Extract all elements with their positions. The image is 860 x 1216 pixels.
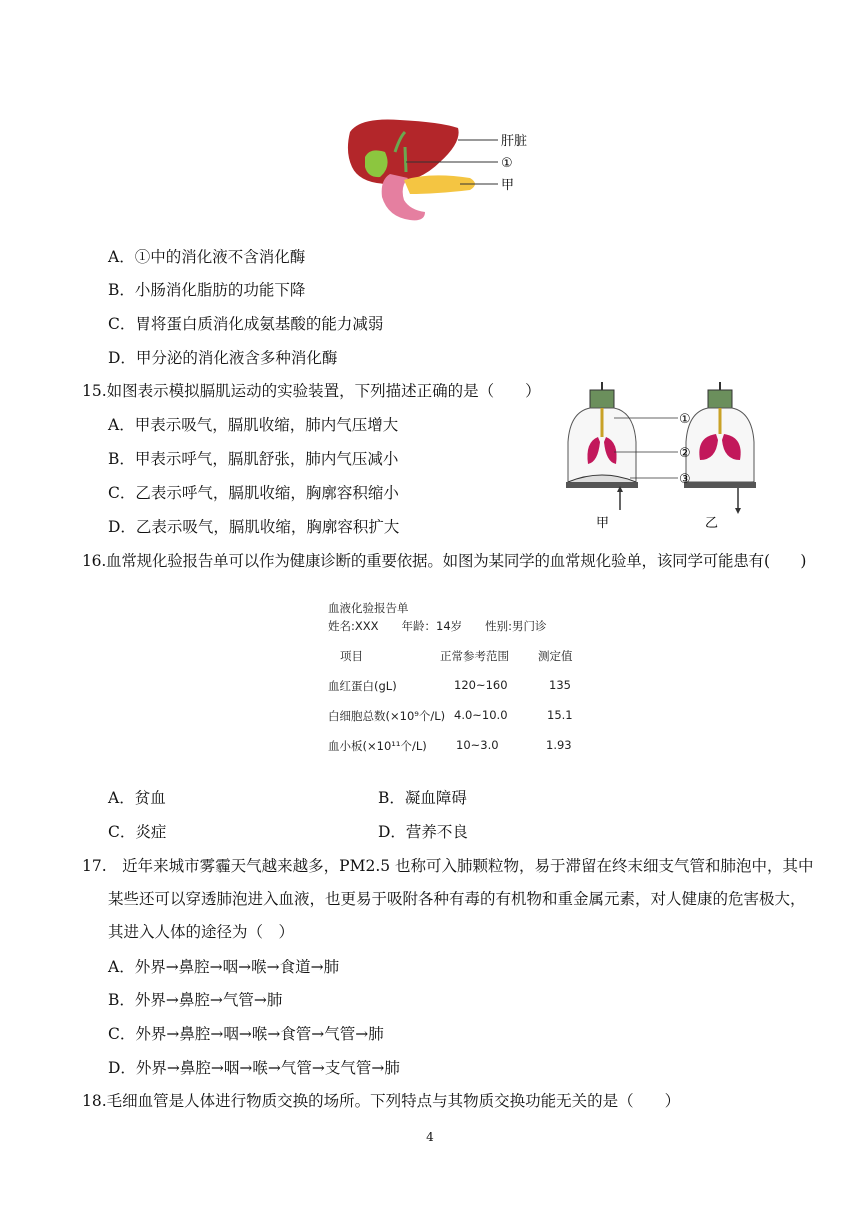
report-info: 姓名:XXX 年龄：14岁 性别:男门诊 [328, 619, 547, 633]
q15-option-c: C．乙表示呼气，膈肌收缩，胸廓容积缩小 [108, 484, 399, 502]
report-header-value: 测定值 [538, 649, 573, 663]
label-one: ① [679, 412, 691, 427]
q17-stem-line-3: 其进入人体的途径为（ ） [108, 923, 295, 941]
report-header-item: 项目 [340, 649, 363, 663]
q14-option-d: D．甲分泌的消化液含多种消化酶 [108, 349, 338, 367]
q17-option-b: B．外界→鼻腔→气管→肺 [108, 991, 283, 1009]
q15-option-a: A．甲表示吸气，膈肌收缩，肺内气压增大 [108, 416, 399, 434]
label-yi: 乙 [705, 516, 719, 531]
liver-pancreas-figure [340, 112, 560, 224]
pancreas-label: 甲 [501, 178, 515, 193]
report-row-value: 135 [549, 678, 571, 692]
report-row-item: 血红蛋白(gL) [328, 679, 397, 693]
q16-option-c: C．炎症 [108, 823, 167, 841]
q17-stem-line-1: 17. 近年来城市雾霾天气越来越多，PM2.5 也称可入肺颗粒物，易于滞留在终末细支气管和肺泡中，其中 [82, 857, 814, 875]
q15-stem: 15.如图表示模拟膈肌运动的实验装置，下列描述正确的是（ ） [82, 382, 541, 400]
report-row-item: 血小板(×10¹¹个/L) [328, 739, 427, 753]
q17-option-c: C．外界→鼻腔→咽→喉→食管→气管→肺 [108, 1025, 384, 1043]
diaphragm-model-figure [560, 382, 760, 532]
q17-stem-line-2: 某些还可以穿透肺泡进入血液，也更易于吸附各种有毒的有机物和重金属元素，对人健康的危害极大， [108, 890, 806, 908]
q16-option-a: A．贫血 [108, 789, 166, 807]
q18-stem: 18.毛细血管是人体进行物质交换的场所。下列特点与其物质交换功能无关的是（ ） [82, 1092, 681, 1110]
label-two: ② [679, 446, 691, 461]
label-three: ③ [679, 472, 691, 487]
report-row-range: 4.0~10.0 [454, 708, 508, 722]
q16-stem: 16.血常规化验报告单可以作为健康诊断的重要依据。如图为某同学的血常规化验单，该同学可能患有( ) [82, 552, 807, 570]
page-number: 4 [426, 1130, 434, 1144]
q14-option-a: A．①中的消化液不含消化酶 [108, 248, 306, 266]
report-row-range: 10~3.0 [456, 738, 499, 752]
q14-option-c: C．胃将蛋白质消化成氨基酸的能力减弱 [108, 315, 384, 333]
report-title: 血液化验报告单 [328, 601, 409, 615]
report-header-range: 正常参考范围 [440, 649, 509, 663]
q15-option-d: D．乙表示吸气，膈肌收缩，胸廓容积扩大 [108, 518, 400, 536]
liver-label: 肝脏 [501, 134, 528, 149]
q14-option-b: B．小肠消化脂肪的功能下降 [108, 281, 306, 299]
report-row-value: 1.93 [546, 738, 572, 752]
q16-option-d: D．营养不良 [378, 823, 468, 841]
report-row-range: 120~160 [454, 678, 508, 692]
q17-option-a: A．外界→鼻腔→咽→喉→食道→肺 [108, 958, 340, 976]
q15-option-b: B．甲表示呼气，膈肌舒张，肺内气压减小 [108, 450, 399, 468]
q17-option-d: D．外界→鼻腔→咽→喉→气管→支气管→肺 [108, 1059, 400, 1077]
bile-duct-label: ① [501, 156, 513, 171]
q16-option-b: B．凝血障碍 [378, 789, 467, 807]
report-row-value: 15.1 [547, 708, 573, 722]
report-row-item: 白细胞总数(×10⁹个/L) [328, 709, 446, 723]
label-jia: 甲 [596, 516, 610, 531]
